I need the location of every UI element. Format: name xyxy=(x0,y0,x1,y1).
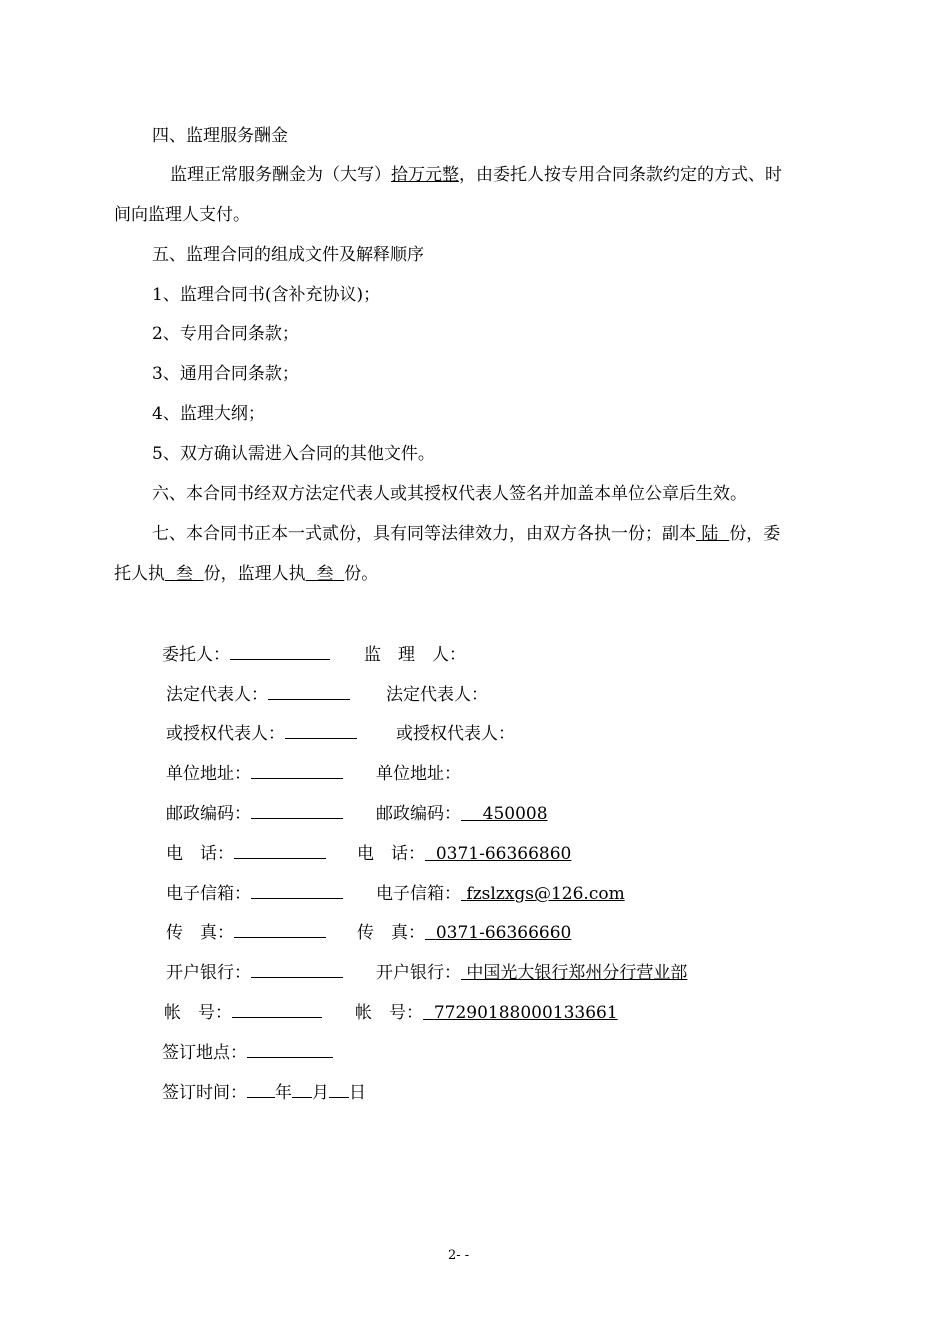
sig-time-row xyxy=(162,1081,366,1105)
email-left-blank xyxy=(251,882,343,899)
section7-line1 xyxy=(152,522,780,546)
auth-left-label: 或授权代表人： xyxy=(166,724,285,744)
month-blank xyxy=(292,1081,312,1098)
zip-value: 450008 xyxy=(482,804,548,824)
section5-item: 2、专用合同条款； xyxy=(152,324,299,344)
section4-heading: 四、监理服务酬金 xyxy=(152,126,288,146)
phone-right-label: 电 话： xyxy=(357,844,425,864)
fax-right-label: 传 真： xyxy=(357,923,425,943)
rep-right-label: 法定代表人： xyxy=(386,685,488,705)
section4-line1 xyxy=(170,163,782,187)
copies-text-post: 份，委 xyxy=(729,524,781,544)
fee-text-pre: 监理正常服务酬金为（大写） xyxy=(170,165,391,185)
sig-client-row xyxy=(162,643,330,667)
copies-total: 陆 xyxy=(701,524,719,544)
bank-left-blank xyxy=(251,961,343,978)
section4-line2: 间向监理人支付。 xyxy=(114,205,250,225)
phone-value: 0371-66366860 xyxy=(435,844,572,864)
phone-right-row xyxy=(357,842,571,866)
fax-value: 0371-66366660 xyxy=(435,923,572,943)
place-blank xyxy=(247,1041,333,1058)
year-label: 年 xyxy=(275,1083,292,1103)
day-label: 日 xyxy=(349,1083,366,1103)
section5-item: 1、监理合同书(含补充协议)； xyxy=(152,285,381,305)
phone-left-label: 电 话： xyxy=(166,844,234,864)
copies-end: 份。 xyxy=(344,564,379,584)
bank-value: 中国光大银行郑州分行营业部 xyxy=(466,963,688,983)
sig-place-row xyxy=(162,1041,333,1065)
email-right-row xyxy=(376,882,625,906)
rep-left-label: 法定代表人： xyxy=(166,685,268,705)
acct-value: 77290188000133661 xyxy=(433,1003,618,1023)
time-label: 签订时间： xyxy=(162,1083,247,1103)
supervisor-holds-label: 份，监理人执 xyxy=(203,564,306,584)
client-copies: 叁 xyxy=(175,564,193,584)
sig-rep-row xyxy=(166,683,350,707)
addr-left-blank xyxy=(251,762,343,779)
section5-heading: 五、监理合同的组成文件及解释顺序 xyxy=(152,245,424,265)
bank-left-label: 开户银行： xyxy=(166,963,251,983)
fax-left-label: 传 真： xyxy=(166,923,234,943)
addr-left-label: 单位地址： xyxy=(166,764,251,784)
bank-right-row xyxy=(376,961,687,985)
sig-zip-row xyxy=(166,802,343,826)
auth-left-blank xyxy=(285,722,357,739)
addr-right-label: 单位地址： xyxy=(376,764,461,784)
section5-item: 5、双方确认需进入合同的其他文件。 xyxy=(152,444,435,464)
zip-right-label: 邮政编码： xyxy=(376,804,461,824)
zip-right-row xyxy=(376,802,548,826)
sig-email-row xyxy=(166,882,343,906)
email-right-label: 电子信箱： xyxy=(376,884,461,904)
acct-right-row xyxy=(355,1001,618,1025)
sig-auth-row xyxy=(166,722,357,746)
supervisor-copies: 叁 xyxy=(316,564,334,584)
year-blank xyxy=(247,1081,275,1098)
section5-item: 4、监理大纲； xyxy=(152,404,265,424)
page-number: 2- - xyxy=(448,1248,470,1263)
supervisor-label: 监 理 人： xyxy=(364,645,466,665)
email-value: fzslzxgs@126.com xyxy=(466,884,625,904)
zip-left-blank xyxy=(251,802,343,819)
sig-phone-row xyxy=(166,842,326,866)
fee-text-post: ，由委托人按专用合同条款约定的方式、时 xyxy=(459,165,782,185)
bank-right-label: 开户银行： xyxy=(376,963,461,983)
fax-right-row xyxy=(357,921,571,945)
sig-bank-row xyxy=(166,961,343,985)
sig-fax-row xyxy=(166,921,326,945)
section6-text: 六、本合同书经双方法定代表人或其授权代表人签名并加盖本单位公章后生效。 xyxy=(152,484,747,504)
acct-left-label: 帐 号： xyxy=(164,1003,232,1023)
acct-left-blank xyxy=(232,1001,322,1018)
month-label: 月 xyxy=(312,1083,329,1103)
client-blank xyxy=(230,643,330,660)
client-label: 委托人： xyxy=(162,645,230,665)
client-holds-label: 托人执 xyxy=(114,564,165,584)
section7-line2 xyxy=(114,562,378,586)
section5-item: 3、通用合同条款； xyxy=(152,364,299,384)
zip-left-label: 邮政编码： xyxy=(166,804,251,824)
fax-left-blank xyxy=(234,921,326,938)
sig-addr-row xyxy=(166,762,343,786)
day-blank xyxy=(329,1081,349,1098)
auth-right-label: 或授权代表人： xyxy=(396,724,515,744)
fee-amount: 拾万元整 xyxy=(391,165,459,185)
copies-text-pre: 七、本合同书正本一式贰份，具有同等法律效力，由双方各执一份；副本 xyxy=(152,524,696,544)
rep-left-blank xyxy=(268,683,350,700)
phone-left-blank xyxy=(234,842,326,859)
acct-right-label: 帐 号： xyxy=(355,1003,423,1023)
email-left-label: 电子信箱： xyxy=(166,884,251,904)
sig-acct-row xyxy=(164,1001,322,1025)
place-label: 签订地点： xyxy=(162,1043,247,1063)
